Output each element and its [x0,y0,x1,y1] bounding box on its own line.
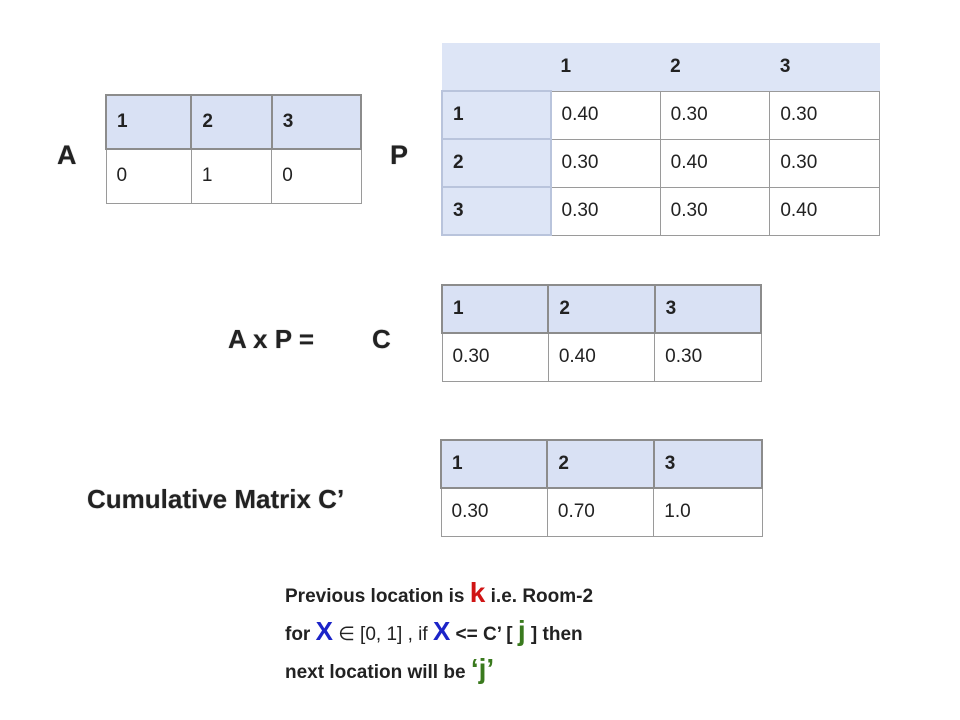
note-text: ∈ [0, 1] , if [332,624,433,645]
matrix-p-row-header-1: 1 [442,91,551,139]
matrix-c-header-3: 3 [655,285,761,333]
matrix-cum-header-1: 1 [441,440,547,488]
label-a: A [57,140,77,170]
note-text: <= C’ [ [450,624,518,645]
matrix-c-cell: 0.40 [548,333,654,381]
matrix-p-col-header-3: 3 [770,43,880,91]
matrix-c-header-1: 1 [442,285,548,333]
matrix-cum-table [440,439,763,537]
matrix-p-cell: 0.30 [551,187,661,235]
matrix-a-table [105,94,362,204]
j-quoted: ‘j’ [470,653,495,684]
matrix-cum-header-2: 2 [547,440,653,488]
matrix-cum-cell: 1.0 [654,488,762,536]
matrix-a-cell: 0 [272,149,361,203]
matrix-p-cell: 0.40 [770,187,880,235]
note-text: next location will be [285,662,471,683]
matrix-p-row-header-3: 3 [442,187,551,235]
matrix-a-header-1: 1 [106,95,191,149]
matrix-p-row-header-2: 2 [442,139,551,187]
label-c: C [372,324,391,354]
matrix-c-table [441,284,762,382]
notes-block [285,574,593,688]
matrix-p-table [441,43,880,236]
matrix-c-header-2: 2 [548,285,654,333]
note-line-1 [285,574,593,612]
matrix-cum-cell: 0.30 [441,488,547,536]
k-variable: k [469,577,486,608]
note-text: ] then [525,624,583,645]
x-variable: X [432,616,451,646]
matrix-p-cell: 0.30 [551,139,661,187]
matrix-cum-header-3: 3 [654,440,762,488]
matrix-p-cell: 0.30 [660,91,770,139]
label-cumulative: Cumulative Matrix C’ [87,484,345,514]
matrix-p-cell: 0.30 [660,187,770,235]
matrix-p-cell: 0.40 [660,139,770,187]
matrix-p-cell: 0.30 [770,91,880,139]
note-line-3 [285,650,593,688]
matrix-c-cell: 0.30 [442,333,548,381]
j-variable: j [517,615,526,646]
label-axp: A x P = [228,324,314,354]
note-text: i.e. Room-2 [485,586,594,607]
matrix-p-col-header-1: 1 [551,43,661,91]
label-p: P [390,140,409,170]
matrix-a-header-2: 2 [191,95,271,149]
matrix-c-cell: 0.30 [655,333,761,381]
note-text: for [285,624,316,645]
matrix-p-cell: 0.40 [551,91,661,139]
matrix-p-cell: 0.30 [770,139,880,187]
matrix-a-cell: 0 [106,149,191,203]
matrix-a-cell: 1 [191,149,271,203]
matrix-p-corner [442,43,551,91]
x-variable: X [315,616,333,646]
note-line-2 [285,612,593,650]
matrix-a-header-3: 3 [272,95,361,149]
matrix-cum-cell: 0.70 [547,488,653,536]
note-text: Previous location is [285,586,470,607]
matrix-p-col-header-2: 2 [660,43,770,91]
